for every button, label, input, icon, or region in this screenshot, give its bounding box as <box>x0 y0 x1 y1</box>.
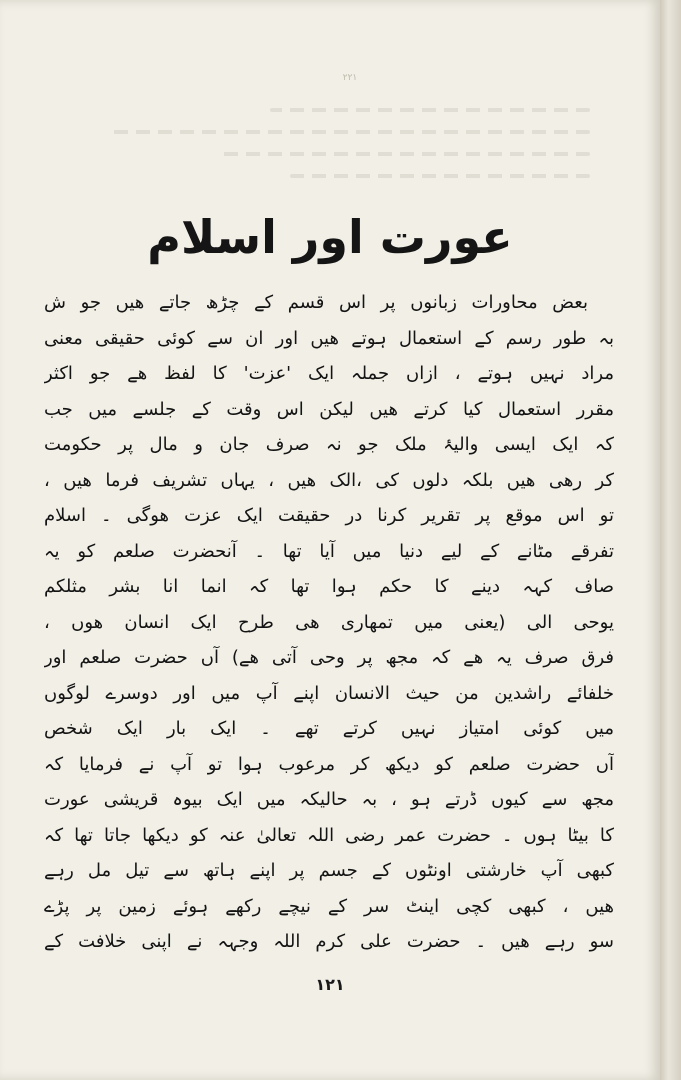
text-line: بہ طور رسم کے استعمال ہوتے ھیں اور ان سے کوئی حقیقی معنی <box>44 327 614 349</box>
text-line: فرق صرف یہ ھے کہ مجھ پر وحی آتی ھے) آں حضرت صلعم اور <box>44 647 614 668</box>
text-line: تو اس موقع پر تقریر کرنا در حقیقت ایک عزت ھوگی ۔ اسلام <box>44 505 614 526</box>
ghost-line <box>110 130 590 134</box>
text-line: بعض محاورات زبانوں پر اس قسم کے چڑھ جاتے ھیں جو ش <box>44 292 588 313</box>
text-line: میں کوئی امتیاز نہیں کرتے تھے ۔ ایک بار ایک شخص <box>44 718 614 739</box>
text-line: مقرر استعمال کیا کرتے ھیں لیکن اس وقت کے جلسے میں جب <box>44 398 614 420</box>
text-line: کبھی آپ خارشتی اونٹوں کے جسم پر اپنے ہاتھ سے تیل مل رہے <box>44 860 614 881</box>
ghost-line <box>220 152 590 156</box>
ghost-line <box>270 108 590 112</box>
text-line: خلفائے راشدین من حیث الانسان اپنے آپ میں اور دوسرے لوگوں <box>44 682 614 704</box>
body-text <box>44 285 614 960</box>
ghost-line <box>290 174 590 178</box>
page-edge <box>660 0 681 1080</box>
text-line: کر رھی ھیں بلکہ دلوں کی ،الک ھیں ، یہاں تشریف فرما ھیں ، <box>44 469 614 491</box>
text-line: ھیں ، کبھی کچی اینٹ سر کے نیچے رکھے ہوئے زمین پر پڑے <box>44 895 614 917</box>
text-line: یوحی الی (یعنی میں تمھاری ھی طرح ایک انسان ھوں ، <box>44 611 614 633</box>
text-line: آں حضرت صلعم کو دیکھ کر مرعوب ہوا تو آپ نے فرمایا کہ <box>44 753 614 775</box>
chapter-title: عورت اور اسلام <box>147 210 513 264</box>
text-line: کہ ایک ایسی والیۂ ملک جو نہ صرف جان و مال پر حکومت <box>44 434 614 455</box>
text-line: مجھ سے کیوں ڈرتے ہو ، بہ حالیکہ میں ایک بیوہ قریشی عورت <box>44 789 614 810</box>
text-line: صاف کہہ دینے کا حکم ہوا تھا کہ انما انا بشر مثلکم <box>44 576 614 597</box>
show-through-text <box>70 100 590 210</box>
page-number: ۱۲۱ <box>315 975 345 994</box>
text-line: مراد نہیں ہوتے ، ازاں جملہ ایک 'عزت' کا لفظ ھے جو اکثر <box>44 363 614 384</box>
text-line: کا بیٹا ہوں ۔ حضرت عمر رضی اللہ تعالیٰ عنہ کو دیکھا جاتا تھا کہ <box>44 824 614 846</box>
text-line: سو رہے ھیں ۔ حضرت علی کرم اللہ وجہہ نے اپنی خلافت کے <box>44 931 614 952</box>
faint-header: ۲۲۱ <box>342 73 358 83</box>
text-line: تفرقے مٹانے کے لیے دنیا میں آیا تھا ۔ آنحضرت صلعم کو یہ <box>44 540 614 562</box>
